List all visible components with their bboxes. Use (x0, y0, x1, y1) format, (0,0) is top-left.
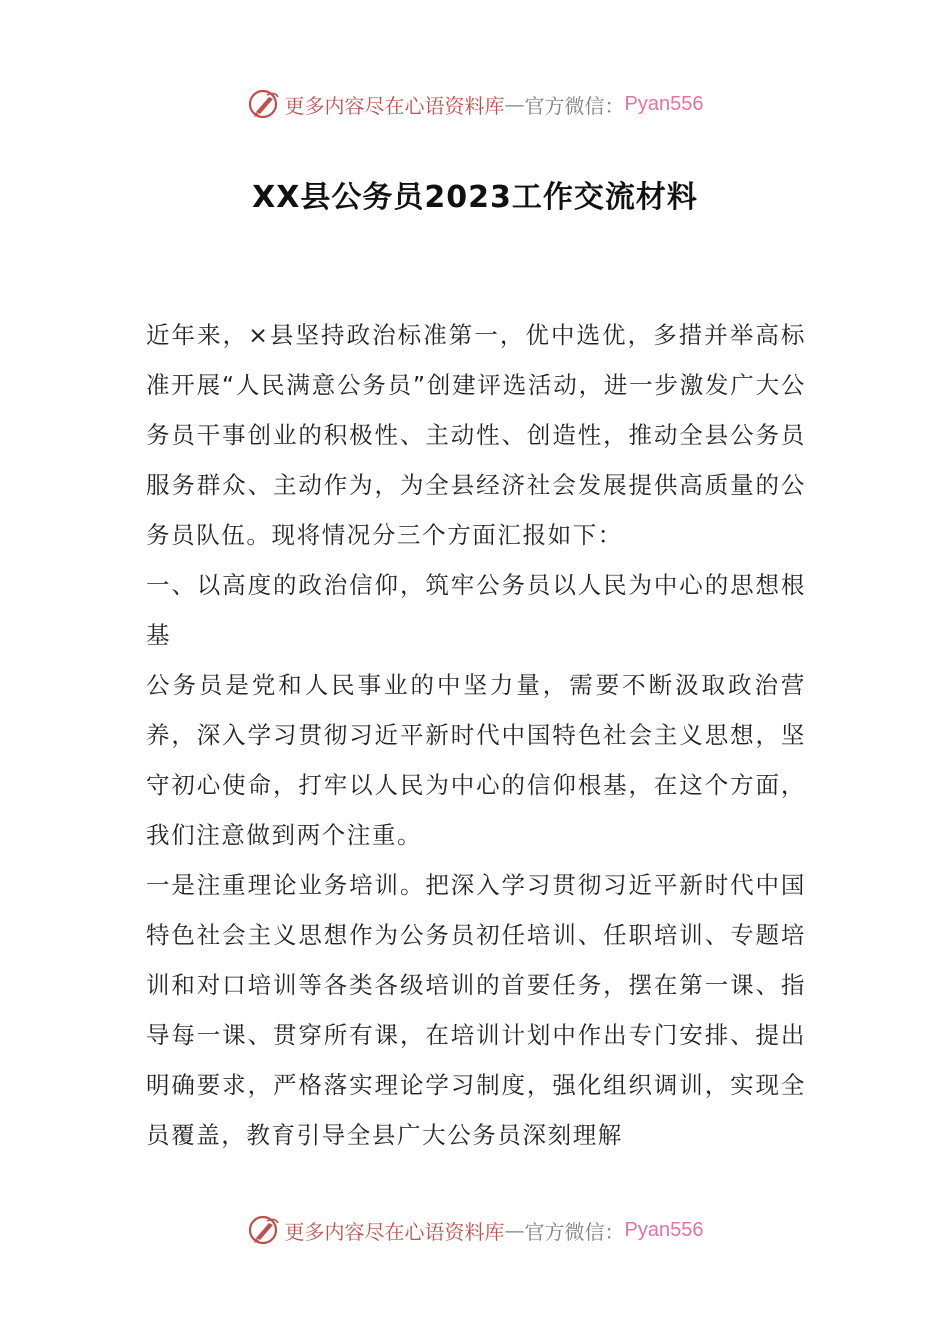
paragraph-intro: 近年来，×县坚持政治标准第一，优中选优，多措并举高标准开展“人民满意公务员”创建评选活动，进一步激发广大公务员干事创业的积极性、主动性、创造性，推动全县公务员服务群众、主动作为，为全县经济社会发展提供高质量的公务员队伍。现将情况分三个方面汇报如下： (146, 321, 806, 549)
banner-site-name: 更多内容尽在心语资料库 (284, 93, 505, 118)
paragraph-point-1: 一是注重理论业务培训。把深入学习贯彻习近平新时代中国特色社会主义思想作为公务员初任培训、任职培训、专题培训和对口培训等各类各级培训的首要任务，摆在第一课、指导每一课、贯穿所有课，在培训计划中作出专门安排、提出明确要求，严格落实理论学习制度，强化组织调训，实现全员覆盖，教育引导全县广大公务员深刻理解 (146, 871, 806, 1149)
document-body (146, 310, 806, 1160)
banner-site-name: 更多内容尽在心语资料库 (284, 1219, 505, 1244)
pen-logo-icon (247, 1213, 281, 1247)
section-heading-1: 一、以高度的政治信仰，筑牢公务员以人民为中心的思想根基 (146, 571, 806, 649)
banner-wechat-id: Pyan556 (624, 1218, 704, 1241)
footer-watermark-banner (0, 1210, 950, 1250)
document-title: XX县公务员2023工作交流材料 (252, 180, 698, 215)
pen-logo-icon (247, 87, 281, 121)
banner-dash: — (504, 1218, 525, 1242)
paragraph-section-1: 公务员是党和人民事业的中坚力量，需要不断汲取政治营养，深入学习贯彻习近平新时代中国特色社会主义思想，坚守初心使命，打牢以人民为中心的信仰根基，在这个方面，我们注意做到两个注重。 (146, 671, 806, 849)
banner-wechat-label: 官方微信： (524, 93, 625, 118)
header-watermark-banner (0, 84, 950, 124)
banner-wechat-label: 官方微信： (524, 1219, 625, 1244)
banner-wechat-id: Pyan556 (624, 92, 704, 115)
banner-dash: — (504, 92, 525, 116)
